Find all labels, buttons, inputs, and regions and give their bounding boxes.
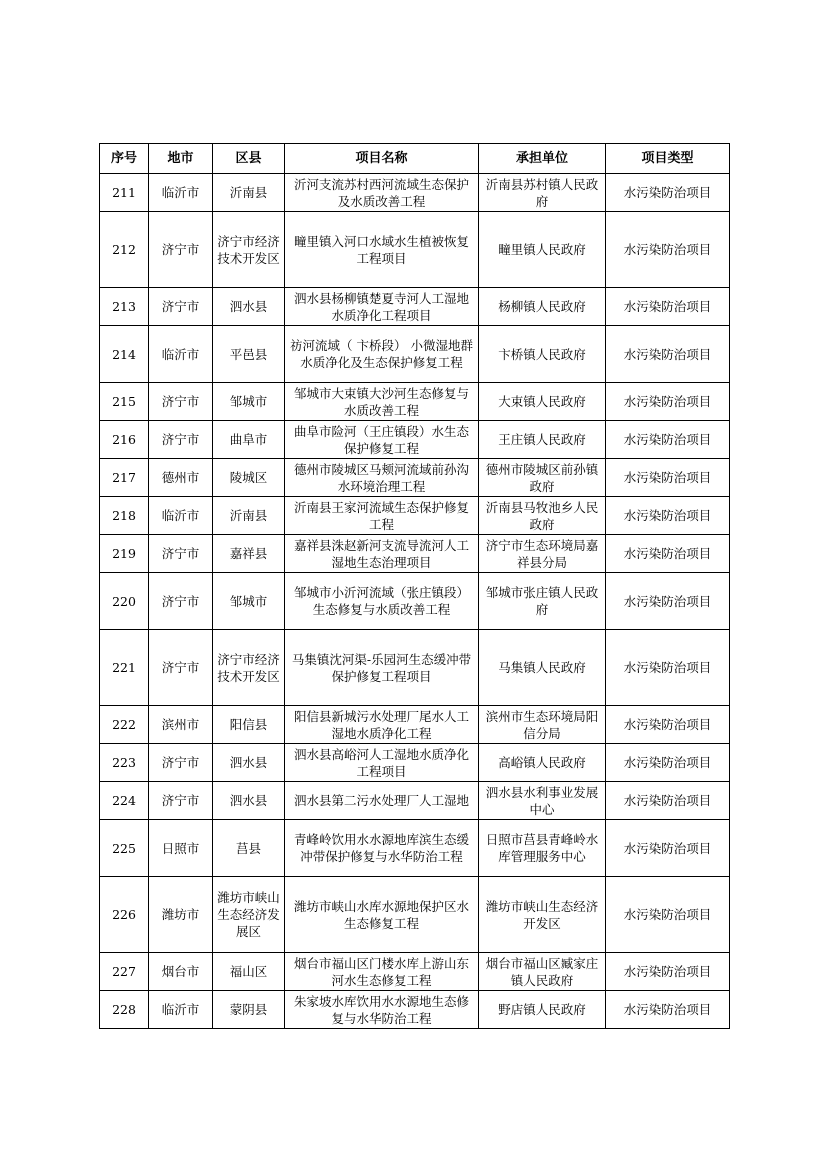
cell-county: 嘉祥县 <box>213 535 285 573</box>
table-row <box>100 535 730 573</box>
cell-project-name: 曲阜市险河（王庄镇段）水生态保护修复工程 <box>285 421 479 459</box>
cell-county: 泗水县 <box>213 744 285 782</box>
cell-city: 滨州市 <box>149 706 213 744</box>
cell-county: 沂南县 <box>213 497 285 535</box>
table-row <box>100 782 730 820</box>
cell-no: 211 <box>100 174 149 212</box>
cell-unit: 野店镇人民政府 <box>479 991 606 1029</box>
cell-unit: 烟台市福山区臧家庄镇人民政府 <box>479 953 606 991</box>
cell-project-name: 德州市陵城区马颊河流域前孙沟水环境治理工程 <box>285 459 479 497</box>
cell-type: 水污染防治项目 <box>606 782 730 820</box>
table-header-row <box>100 144 730 174</box>
cell-no: 212 <box>100 212 149 288</box>
cell-no: 224 <box>100 782 149 820</box>
cell-type: 水污染防治项目 <box>606 212 730 288</box>
cell-type: 水污染防治项目 <box>606 991 730 1029</box>
header-county: 区县 <box>213 144 285 174</box>
cell-type: 水污染防治项目 <box>606 953 730 991</box>
cell-unit: 济宁市生态环境局嘉祥县分局 <box>479 535 606 573</box>
cell-project-name: 泗水县杨柳镇楚夏寺河人工湿地水质净化工程项目 <box>285 288 479 326</box>
table-body <box>100 174 730 1029</box>
cell-county: 济宁市经济技术开发区 <box>213 212 285 288</box>
cell-city: 济宁市 <box>149 212 213 288</box>
cell-county: 泗水县 <box>213 782 285 820</box>
cell-no: 214 <box>100 326 149 383</box>
cell-city: 济宁市 <box>149 573 213 630</box>
cell-project-name: 马集镇沈河渠-乐园河生态缓冲带保护修复工程项目 <box>285 630 479 706</box>
cell-unit: 德州市陵城区前孙镇政府 <box>479 459 606 497</box>
cell-project-name: 嘉祥县洙赵新河支流导流河人工湿地生态治理项目 <box>285 535 479 573</box>
cell-city: 德州市 <box>149 459 213 497</box>
cell-city: 烟台市 <box>149 953 213 991</box>
cell-type: 水污染防治项目 <box>606 820 730 877</box>
table-row <box>100 459 730 497</box>
cell-project-name: 青峰岭饮用水水源地库滨生态缓冲带保护修复与水华防治工程 <box>285 820 479 877</box>
cell-unit: 杨柳镇人民政府 <box>479 288 606 326</box>
cell-type: 水污染防治项目 <box>606 497 730 535</box>
cell-unit: 沂南县苏村镇人民政府 <box>479 174 606 212</box>
cell-unit: 高峪镇人民政府 <box>479 744 606 782</box>
table-row <box>100 174 730 212</box>
cell-county: 莒县 <box>213 820 285 877</box>
cell-project-name: 潍坊市峡山水库水源地保护区水生态修复工程 <box>285 877 479 953</box>
table-row <box>100 497 730 535</box>
cell-no: 213 <box>100 288 149 326</box>
cell-county: 邹城市 <box>213 573 285 630</box>
cell-city: 济宁市 <box>149 535 213 573</box>
cell-city: 济宁市 <box>149 421 213 459</box>
table-row <box>100 288 730 326</box>
cell-type: 水污染防治项目 <box>606 459 730 497</box>
cell-county: 平邑县 <box>213 326 285 383</box>
table-row <box>100 212 730 288</box>
cell-city: 临沂市 <box>149 174 213 212</box>
table-row <box>100 383 730 421</box>
cell-unit: 大束镇人民政府 <box>479 383 606 421</box>
cell-no: 216 <box>100 421 149 459</box>
cell-no: 225 <box>100 820 149 877</box>
cell-unit: 潍坊市峡山生态经济开发区 <box>479 877 606 953</box>
header-city: 地市 <box>149 144 213 174</box>
cell-type: 水污染防治项目 <box>606 630 730 706</box>
header-project-name: 项目名称 <box>285 144 479 174</box>
cell-county: 沂南县 <box>213 174 285 212</box>
cell-county: 泗水县 <box>213 288 285 326</box>
table-row <box>100 630 730 706</box>
cell-county: 阳信县 <box>213 706 285 744</box>
cell-no: 228 <box>100 991 149 1029</box>
cell-project-name: 邹城市小沂河流域（张庄镇段）生态修复与水质改善工程 <box>285 573 479 630</box>
header-unit: 承担单位 <box>479 144 606 174</box>
cell-unit: 马集镇人民政府 <box>479 630 606 706</box>
cell-no: 222 <box>100 706 149 744</box>
cell-city: 临沂市 <box>149 991 213 1029</box>
cell-county: 曲阜市 <box>213 421 285 459</box>
cell-unit: 滨州市生态环境局阳信分局 <box>479 706 606 744</box>
cell-no: 221 <box>100 630 149 706</box>
table-row <box>100 991 730 1029</box>
cell-project-name: 邹城市大束镇大沙河生态修复与水质改善工程 <box>285 383 479 421</box>
cell-unit: 邹城市张庄镇人民政府 <box>479 573 606 630</box>
header-no: 序号 <box>100 144 149 174</box>
cell-city: 济宁市 <box>149 288 213 326</box>
cell-county: 潍坊市峡山生态经济发展区 <box>213 877 285 953</box>
cell-project-name: 泗水县第二污水处理厂人工湿地 <box>285 782 479 820</box>
cell-project-name: 烟台市福山区门楼水库上游山东河水生态修复工程 <box>285 953 479 991</box>
cell-type: 水污染防治项目 <box>606 877 730 953</box>
cell-no: 215 <box>100 383 149 421</box>
cell-county: 蒙阴县 <box>213 991 285 1029</box>
cell-no: 226 <box>100 877 149 953</box>
cell-project-name: 朱家坡水库饮用水水源地生态修复与水华防治工程 <box>285 991 479 1029</box>
cell-city: 济宁市 <box>149 383 213 421</box>
cell-project-name: 沂河支流苏村西河流域生态保护及水质改善工程 <box>285 174 479 212</box>
cell-city: 临沂市 <box>149 497 213 535</box>
cell-no: 223 <box>100 744 149 782</box>
project-table <box>99 143 730 1029</box>
cell-unit: 沂南县马牧池乡人民政府 <box>479 497 606 535</box>
cell-unit: 疃里镇人民政府 <box>479 212 606 288</box>
cell-project-name: 泗水县高峪河人工湿地水质净化工程项目 <box>285 744 479 782</box>
cell-project-name: 阳信县新城污水处理厂尾水人工湿地水质净化工程 <box>285 706 479 744</box>
cell-type: 水污染防治项目 <box>606 326 730 383</box>
table-row <box>100 706 730 744</box>
cell-type: 水污染防治项目 <box>606 421 730 459</box>
cell-unit: 卞桥镇人民政府 <box>479 326 606 383</box>
cell-city: 济宁市 <box>149 782 213 820</box>
cell-no: 217 <box>100 459 149 497</box>
cell-type: 水污染防治项目 <box>606 744 730 782</box>
table-row <box>100 421 730 459</box>
cell-county: 陵城区 <box>213 459 285 497</box>
table-row <box>100 573 730 630</box>
cell-unit: 王庄镇人民政府 <box>479 421 606 459</box>
cell-city: 济宁市 <box>149 630 213 706</box>
cell-type: 水污染防治项目 <box>606 174 730 212</box>
cell-type: 水污染防治项目 <box>606 706 730 744</box>
table-row <box>100 326 730 383</box>
cell-project-name: 疃里镇入河口水域水生植被恢复工程项目 <box>285 212 479 288</box>
cell-city: 济宁市 <box>149 744 213 782</box>
header-type: 项目类型 <box>606 144 730 174</box>
cell-type: 水污染防治项目 <box>606 573 730 630</box>
cell-unit: 泗水县水利事业发展中心 <box>479 782 606 820</box>
cell-unit: 日照市莒县青峰岭水库管理服务中心 <box>479 820 606 877</box>
cell-no: 227 <box>100 953 149 991</box>
cell-no: 219 <box>100 535 149 573</box>
cell-city: 日照市 <box>149 820 213 877</box>
cell-type: 水污染防治项目 <box>606 288 730 326</box>
table-row <box>100 877 730 953</box>
cell-no: 218 <box>100 497 149 535</box>
table-row <box>100 744 730 782</box>
cell-type: 水污染防治项目 <box>606 535 730 573</box>
cell-county: 福山区 <box>213 953 285 991</box>
cell-no: 220 <box>100 573 149 630</box>
cell-county: 邹城市 <box>213 383 285 421</box>
table-row <box>100 953 730 991</box>
cell-project-name: 祊河流域（ 卞桥段） 小微湿地群水质净化及生态保护修复工程 <box>285 326 479 383</box>
cell-county: 济宁市经济技术开发区 <box>213 630 285 706</box>
cell-project-name: 沂南县王家河流域生态保护修复工程 <box>285 497 479 535</box>
table-row <box>100 820 730 877</box>
cell-type: 水污染防治项目 <box>606 383 730 421</box>
cell-city: 潍坊市 <box>149 877 213 953</box>
cell-city: 临沂市 <box>149 326 213 383</box>
